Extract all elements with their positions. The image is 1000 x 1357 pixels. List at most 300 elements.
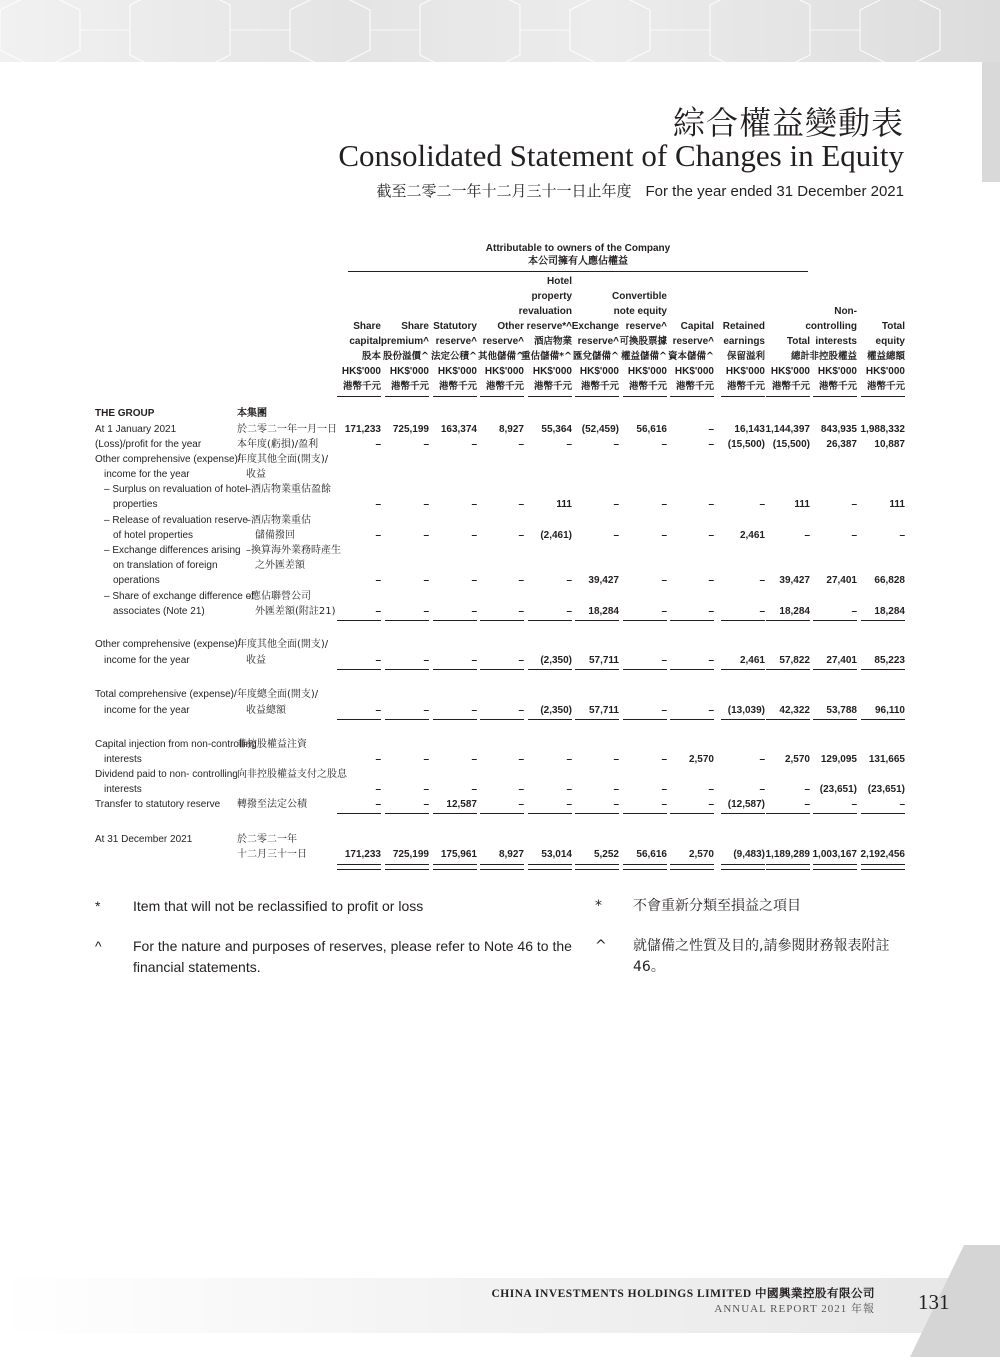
row-label: operations [113,575,160,586]
total-double-rule [813,864,857,870]
header-rule [861,396,905,397]
table-cell: 53,014 [541,849,572,860]
subtotal-rule [385,719,429,720]
footer-report-name: ANNUAL REPORT 2021 年報 [714,1303,875,1315]
table-cell: 57,822 [779,655,810,666]
row-label: income for the year [104,469,190,480]
table-cell: – [518,705,524,716]
total-double-rule [623,864,667,870]
header-band [0,0,1000,62]
column-header-chinese: 其他儲備^ [478,351,524,362]
table-cell: – [566,784,572,795]
row-label: on translation of foreign [113,560,218,571]
total-double-rule [480,864,524,870]
column-header-chinese: 可換股票據 權益儲備^ [619,336,667,362]
row-label: interests [104,754,142,765]
table-cell: – [661,439,667,450]
subtotal-rule [433,669,477,670]
subtotal-rule [385,669,429,670]
table-cell: – [899,530,905,541]
total-double-rule [385,864,429,870]
total-double-rule [575,864,619,870]
subtotal-rule [433,719,477,720]
subtotal-rule [433,620,477,621]
subtotal-rule [337,719,381,720]
footnote-chinese [595,936,910,980]
table-cell: – [471,705,477,716]
subtotal-rule [623,620,667,621]
table-cell: – [471,784,477,795]
table-cell: 129,095 [820,754,857,765]
table-cell: 725,199 [392,849,429,860]
header-rule [433,396,477,397]
footnote-line: Item that will not be reclassified to profit or loss [133,898,424,914]
row-label: Capital injection from non-controlling [95,739,257,750]
table-cell: – [759,784,765,795]
footer-company-name: CHINA INVESTMENTS HOLDINGS LIMITED 中國興業控股有限公司 [491,1288,875,1300]
subtitle-english: For the year ended 31 December 2021 [645,183,904,200]
column-header-unit: HK$'000 [674,366,714,377]
table-cell: – [423,784,429,795]
column-header-unit-chinese: 港幣千元 [580,381,619,392]
footnote-marker: * [595,898,602,914]
table-cell: – [423,655,429,666]
table-cell: – [471,575,477,586]
table-cell: – [804,799,810,810]
table-cell: – [851,530,857,541]
column-header-chinese: 酒店物業 重估儲備*^ [521,336,572,362]
row-label-chinese: –換算海外業務時產生 [246,545,341,556]
subtotal-rule [480,620,524,621]
attributable-header-chinese: 本公司擁有人應佔權益 [528,256,628,267]
table-cell: 66,828 [874,575,905,586]
table-cell: (12,587) [727,799,765,810]
table-cell: 57,711 [588,705,619,716]
table-cell: 18,284 [588,606,619,617]
page-number: 131 [918,1290,950,1314]
row-label-chinese: 轉撥至法定公積 [237,799,307,810]
subtotal-rule [766,669,810,670]
header-rule [385,396,429,397]
table-cell: – [661,655,667,666]
column-header-unit-chinese: 港幣千元 [866,381,905,392]
row-label: of hotel properties [113,530,194,541]
subtotal-rule [385,620,429,621]
table-cell: – [375,784,381,795]
subtotal-rule [861,620,905,621]
header-rule [670,396,714,397]
column-header-chinese: 總計 [790,351,810,362]
row-label: Dividend paid to non- controlling [95,769,238,780]
subtotal-rule [575,669,619,670]
column-header-chinese: 股本 [361,351,381,362]
table-cell: 171,233 [344,849,381,860]
column-header-unit-chinese: 港幣千元 [726,381,765,392]
column-header-chinese: 法定公積^ [431,351,477,362]
table-cell: 171,233 [344,424,381,435]
column-header-unit: HK$'000 [389,366,429,377]
table-cell: – [471,439,477,450]
table-cell: (2,350) [540,655,572,666]
row-label: properties [113,499,158,510]
page-title-chinese: 綜合權益變動表 [672,104,904,142]
table-cell: – [423,754,429,765]
table-cell: – [518,530,524,541]
row-label: income for the year [104,655,190,666]
column-header-english: Total equity [875,321,905,347]
row-label: Total comprehensive (expense)/ [95,689,237,700]
subtotal-rule [480,813,524,814]
footnote-marker: * [95,898,101,914]
subtotal-rule [575,719,619,720]
table-cell: 53,788 [826,705,857,716]
column-header-unit-chinese: 港幣千元 [818,381,857,392]
subtotal-rule [480,719,524,720]
subtotal-rule [337,813,381,814]
table-cell: – [423,799,429,810]
table-cell: – [899,799,905,810]
table-cell: 10,887 [874,439,905,450]
table-cell: – [851,499,857,510]
row-label-chinese: 本集團 [237,408,267,419]
subtotal-rule [766,719,810,720]
column-header-english: Exchange reserve^ [571,321,619,347]
header-rule [480,396,524,397]
column-header-english: Capital reserve^ [672,321,714,347]
subtotal-rule [337,620,381,621]
table-cell: – [375,575,381,586]
row-label-chinese: 之外匯差額 [255,560,305,571]
table-cell: – [661,754,667,765]
table-cell: – [613,439,619,450]
table-cell: 2,570 [688,754,714,765]
table-cell: – [375,606,381,617]
subtotal-rule [385,813,429,814]
column-header-unit-chinese: 港幣千元 [771,381,810,392]
table-cell: – [471,499,477,510]
total-double-rule [766,864,810,870]
table-cell: 1,144,397 [765,424,810,435]
table-cell: – [518,439,524,450]
table-cell: – [518,784,524,795]
subtotal-rule [813,813,857,814]
header-rule [766,396,810,397]
subtotal-rule [433,813,477,814]
column-header-unit: HK$'000 [532,366,572,377]
table-cell: (13,039) [727,705,765,716]
column-header-unit-chinese: 港幣千元 [485,381,524,392]
table-cell: 163,374 [440,424,477,435]
table-cell: – [661,784,667,795]
table-cell: 2,570 [688,849,714,860]
table-cell: 175,961 [440,849,477,860]
row-label-chinese: 外匯差額(附註21) [255,606,336,617]
column-header-unit: HK$'000 [341,366,381,377]
row-label-chinese: 年度總全面(開支)/ [237,689,319,700]
table-cell: – [661,530,667,541]
table-cell: – [518,575,524,586]
table-cell: – [708,439,714,450]
table-cell: – [375,754,381,765]
column-header-chinese: 匯兌儲備^ [573,351,619,362]
table-cell: 96,110 [874,705,905,716]
attributable-header [348,242,808,268]
total-double-rule [670,864,714,870]
row-label-chinese: 非控股權益注資 [237,739,307,750]
column-header-chinese: 權益總額 [866,351,905,362]
total-double-rule [337,864,381,870]
column-header-english: Non- controlling interests [805,306,857,347]
column-header [835,276,905,394]
subtotal-rule [623,813,667,814]
table-cell: 5,252 [593,849,619,860]
column-header-unit: HK$'000 [865,366,905,377]
column-header-unit-chinese: 港幣千元 [438,381,477,392]
column-header-english: Hotel property revaluation reserve*^ [518,276,572,332]
table-cell: 16,143 [734,424,765,435]
table-cell: – [613,784,619,795]
row-label: – Share of exchange difference of [104,591,254,602]
subtotal-rule [528,620,572,621]
header-rule [337,396,381,397]
footnote-line: financial statements. [133,959,261,975]
row-label: Other comprehensive (expense)/ [95,639,241,650]
table-cell: 2,461 [739,530,765,541]
row-label-chinese: –應佔聯營公司 [246,591,311,602]
table-cell: 18,284 [779,606,810,617]
subtotal-rule [670,620,714,621]
table-cell: – [613,499,619,510]
row-label-chinese: 於二零二一年一月一日 [237,424,337,435]
table-cell: – [375,705,381,716]
row-label: – Exchange differences arising [104,545,241,556]
header-rule [721,396,765,397]
footnote-marker: ^ [595,938,607,954]
table-cell: (52,459) [581,424,619,435]
table-cell: 1,988,332 [860,424,905,435]
subtotal-rule [670,669,714,670]
total-double-rule [433,864,477,870]
subtotal-rule [528,719,572,720]
column-header-english: Share premium^ [380,321,429,347]
subtotal-rule [766,620,810,621]
table-cell: 111 [794,499,810,510]
row-label: Other comprehensive (expense)/ [95,454,241,465]
column-header-unit: HK$'000 [437,366,477,377]
footnote-text [633,936,889,978]
subtotal-rule [861,669,905,670]
footnote-english [95,896,575,940]
table-cell: – [375,499,381,510]
column-header-unit-chinese: 港幣千元 [533,381,572,392]
column-header-english: Statutory reserve^ [433,321,477,347]
column-header-chinese: 股份溢價^ [383,351,429,362]
table-cell: (2,461) [540,530,572,541]
footnote-marker: ^ [95,938,102,954]
table-cell: – [661,705,667,716]
row-label-chinese: 向非控股權益支付之股息 [237,769,347,780]
row-label: Transfer to statutory reserve [95,799,221,810]
table-cell: 131,665 [868,754,905,765]
subtotal-rule [813,620,857,621]
table-cell: – [518,754,524,765]
table-cell: – [423,575,429,586]
subtotal-rule [721,620,765,621]
row-label: associates (Note 21) [113,606,205,617]
footnote-text [133,936,572,978]
table-cell: – [566,439,572,450]
table-cell: – [851,799,857,810]
row-label-chinese: 於二零二一年 [237,834,297,845]
footnote-text [633,896,801,917]
table-cell: – [566,606,572,617]
table-cell: 56,616 [636,849,667,860]
table-cell: 1,003,167 [812,849,857,860]
subtotal-rule [766,813,810,814]
table-cell: – [423,530,429,541]
table-cell: – [566,754,572,765]
table-cell: – [375,439,381,450]
table-cell: 2,570 [784,754,810,765]
column-header-chinese: 非控股權益 [809,351,857,362]
table-cell: – [708,705,714,716]
column-header-english: Share capital [349,321,381,347]
header-rule [575,396,619,397]
table-cell: 1,189,289 [765,849,810,860]
table-cell: 57,711 [588,655,619,666]
subtitle-chinese: 截至二零二一年十二月三十一日止年度 [376,182,632,200]
table-cell: 55,364 [541,424,572,435]
subtotal-rule [480,669,524,670]
table-cell: – [471,754,477,765]
table-cell: 843,935 [820,424,857,435]
subtotal-rule [623,719,667,720]
table-cell: – [566,575,572,586]
table-cell: – [708,530,714,541]
column-header-unit: HK$'000 [579,366,619,377]
hexagon-pattern-decoration [0,0,1000,62]
table-cell: – [759,575,765,586]
table-cell: – [518,606,524,617]
column-header-unit: HK$'000 [770,366,810,377]
table-cell: – [375,530,381,541]
row-label-chinese: 年度其他全面(開支)/ [237,639,329,650]
header-rule [623,396,667,397]
column-header-english: Convertible note equity reserve^ [611,291,667,332]
table-cell: – [661,799,667,810]
row-label-chinese: –酒店物業重估盈餘 [246,484,331,495]
total-double-rule [721,864,765,870]
table-cell: 2,461 [739,655,765,666]
table-cell: – [375,799,381,810]
table-cell: 85,223 [874,655,905,666]
table-cell: – [661,499,667,510]
column-header-unit: HK$'000 [627,366,667,377]
table-cell: 2,192,456 [860,849,905,860]
total-double-rule [861,864,905,870]
attributable-rule [348,271,808,272]
row-label: THE GROUP [95,408,155,419]
table-cell: (23,651) [867,784,905,795]
table-cell: – [708,575,714,586]
row-label-chinese: 儲備撥回 [255,530,295,541]
subtotal-rule [813,719,857,720]
table-cell: 8,927 [498,849,524,860]
table-cell: – [708,424,714,435]
table-cell: 39,427 [779,575,810,586]
table-cell: – [759,754,765,765]
table-cell: – [613,799,619,810]
subtotal-rule [528,813,572,814]
row-label-chinese: 收益 [246,655,266,666]
table-cell: 26,387 [826,439,857,450]
subtotal-rule [337,669,381,670]
table-cell: 27,401 [826,575,857,586]
footnote-line: 不會重新分類至損益之項目 [633,898,801,914]
table-cell: 725,199 [392,424,429,435]
row-label-chinese: 收益 [246,469,266,480]
row-label-chinese: –酒店物業重估 [246,515,311,526]
row-label-chinese: 十二月三十一日 [237,849,307,860]
row-label: At 31 December 2021 [95,834,193,845]
table-cell: (23,651) [819,784,857,795]
table-cell: (15,500) [727,439,765,450]
subtotal-rule [528,669,572,670]
footnote-english [95,936,575,980]
footnote-text [133,896,423,917]
attributable-header-english: Attributable to owners of the Company [485,243,671,254]
column-header-unit-chinese: 港幣千元 [342,381,381,392]
table-cell: – [613,754,619,765]
column-header-unit: HK$'000 [484,366,524,377]
table-cell: 111 [556,499,572,510]
column-header-english: Retained earnings [722,321,765,347]
table-cell: – [471,530,477,541]
row-label: – Release of revaluation reserve [104,515,248,526]
subtotal-rule [575,813,619,814]
column-header-unit: HK$'000 [725,366,765,377]
table-cell: – [708,499,714,510]
footnote-chinese [595,896,910,940]
table-cell: – [661,606,667,617]
table-cell: – [708,784,714,795]
table-cell: – [423,439,429,450]
table-cell: – [518,799,524,810]
table-cell: 12,587 [446,799,477,810]
table-cell: – [708,606,714,617]
table-cell: – [759,499,765,510]
subtotal-rule [623,669,667,670]
table-cell: – [423,705,429,716]
table-cell: (2,350) [540,705,572,716]
table-cell: – [851,606,857,617]
header-rule [528,396,572,397]
column-header-unit: HK$'000 [817,366,857,377]
row-label: income for the year [104,705,190,716]
table-cell: – [759,606,765,617]
table-cell: – [423,606,429,617]
column-header-chinese: 保留溢利 [726,351,765,362]
row-label-chinese: 年度其他全面(開支)/ [237,454,329,465]
table-cell: 8,927 [498,424,524,435]
table-cell: – [566,799,572,810]
subtotal-rule [861,719,905,720]
table-cell: – [661,575,667,586]
subtotal-rule [813,669,857,670]
header-rule [813,396,857,397]
table-cell: – [804,784,810,795]
page-title-english: Consolidated Statement of Changes in Equity [338,138,904,173]
